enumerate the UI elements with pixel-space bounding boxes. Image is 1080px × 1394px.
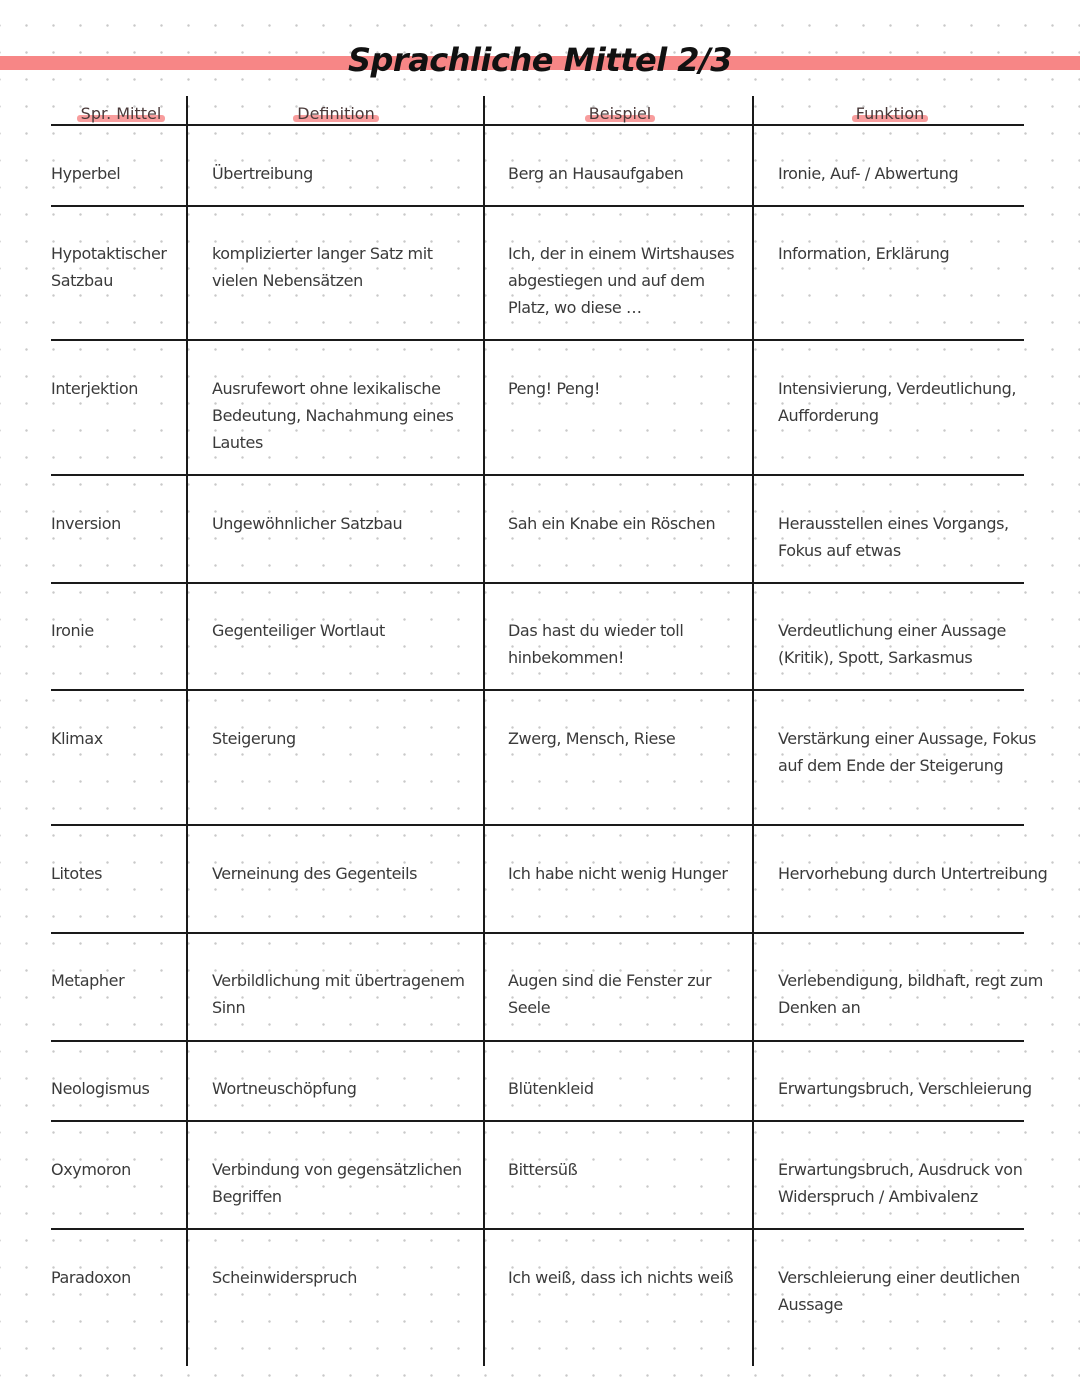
cell-funktion: Verdeutlichung einer Aussage (Kritik), Spott, Sarkasmus bbox=[778, 621, 1006, 667]
cell-mittel: Paradoxon bbox=[51, 1268, 131, 1287]
cell-definition: Ausrufewort ohne lexikalische Bedeutung, Nachahmung eines Lautes bbox=[212, 379, 454, 452]
cell-definition: Übertreibung bbox=[212, 164, 313, 183]
cell-funktion: Ironie, Auf- / Abwertung bbox=[778, 164, 959, 183]
cell-beispiel: Ich habe nicht wenig Hunger bbox=[508, 864, 728, 883]
row-divider bbox=[51, 824, 1024, 826]
header-definition bbox=[188, 102, 484, 126]
cell-beispiel: Das hast du wieder toll hinbekommen! bbox=[508, 621, 684, 667]
cell-mittel: Hypotaktischer Satzbau bbox=[51, 244, 167, 290]
cell-mittel: Litotes bbox=[51, 864, 103, 883]
header-label: Definition bbox=[297, 104, 375, 123]
cell-mittel: Oxymoron bbox=[51, 1160, 131, 1179]
cell-funktion: Hervorhebung durch Untertreibung bbox=[778, 864, 1048, 883]
cell-funktion: Herausstellen eines Vorgangs, Fokus auf etwas bbox=[778, 514, 1009, 560]
row-divider bbox=[51, 932, 1024, 934]
cell-funktion: Verschleierung einer deutlichen Aussage bbox=[778, 1268, 1020, 1314]
header-underline bbox=[51, 124, 1024, 126]
cell-definition: Scheinwiderspruch bbox=[212, 1268, 357, 1287]
cell-definition: komplizierter langer Satz mit vielen Nebensätzen bbox=[212, 244, 433, 290]
header-highlight bbox=[293, 102, 378, 126]
cell-beispiel: Bittersüß bbox=[508, 1160, 578, 1179]
header-highlight bbox=[585, 102, 656, 126]
cell-beispiel: Sah ein Knabe ein Röschen bbox=[508, 514, 716, 533]
cell-beispiel: Berg an Hausaufgaben bbox=[508, 164, 684, 183]
header-highlight bbox=[77, 102, 166, 126]
cell-mittel: Klimax bbox=[51, 729, 103, 748]
header-label: Funktion bbox=[855, 104, 925, 123]
row-divider bbox=[51, 339, 1024, 341]
cell-beispiel: Ich, der in einem Wirtshauses abgestiegen und auf dem Platz, wo diese … bbox=[508, 244, 735, 317]
cell-mittel: Hyperbel bbox=[51, 164, 121, 183]
page-title: Sprachliche Mittel 2/3 bbox=[347, 41, 733, 79]
column-divider bbox=[483, 96, 485, 1366]
cell-funktion: Verstärkung einer Aussage, Fokus auf dem Ende der Steigerung bbox=[778, 729, 1036, 775]
cell-funktion: Information, Erklärung bbox=[778, 244, 950, 263]
cell-beispiel: Peng! Peng! bbox=[508, 379, 600, 398]
cell-definition: Verneinung des Gegenteils bbox=[212, 864, 418, 883]
column-divider bbox=[752, 96, 754, 1366]
header-label: Spr. Mittel bbox=[80, 104, 162, 123]
cell-definition: Ungewöhnlicher Satzbau bbox=[212, 514, 403, 533]
cell-beispiel: Zwerg, Mensch, Riese bbox=[508, 729, 676, 748]
header-beispiel bbox=[485, 102, 755, 126]
cell-funktion: Erwartungsbruch, Verschleierung bbox=[778, 1079, 1032, 1098]
row-divider bbox=[51, 689, 1024, 691]
cell-mittel: Neologismus bbox=[51, 1079, 150, 1098]
row-divider bbox=[51, 474, 1024, 476]
cell-mittel: Ironie bbox=[51, 621, 94, 640]
column-divider bbox=[186, 96, 188, 1366]
cell-beispiel: Blütenkleid bbox=[508, 1079, 594, 1098]
cell-mittel: Interjektion bbox=[51, 379, 138, 398]
header-funktion bbox=[755, 102, 1025, 126]
row-divider bbox=[51, 582, 1024, 584]
cell-definition: Steigerung bbox=[212, 729, 296, 748]
row-divider bbox=[51, 1040, 1024, 1042]
row-divider bbox=[51, 205, 1024, 207]
header-highlight bbox=[852, 102, 929, 126]
cell-definition: Verbildlichung mit übertragenem Sinn bbox=[212, 971, 465, 1017]
cell-funktion: Intensivierung, Verdeutlichung, Aufforderung bbox=[778, 379, 1017, 425]
cell-definition: Wortneuschöpfung bbox=[212, 1079, 357, 1098]
cell-mittel: Inversion bbox=[51, 514, 121, 533]
row-divider bbox=[51, 1120, 1024, 1122]
cell-definition: Gegenteiliger Wortlaut bbox=[212, 621, 385, 640]
header-label: Beispiel bbox=[588, 104, 652, 123]
cell-definition: Verbindung von gegensätzlichen Begriffen bbox=[212, 1160, 462, 1206]
row-divider bbox=[51, 1228, 1024, 1230]
cell-beispiel: Ich weiß, dass ich nichts weiß bbox=[508, 1268, 734, 1287]
cell-funktion: Verlebendigung, bildhaft, regt zum Denken an bbox=[778, 971, 1043, 1017]
header-spr-mittel bbox=[51, 102, 191, 126]
cell-funktion: Erwartungsbruch, Ausdruck von Widerspruch / Ambivalenz bbox=[778, 1160, 1023, 1206]
cell-beispiel: Augen sind die Fenster zur Seele bbox=[508, 971, 712, 1017]
cell-mittel: Metapher bbox=[51, 971, 125, 990]
